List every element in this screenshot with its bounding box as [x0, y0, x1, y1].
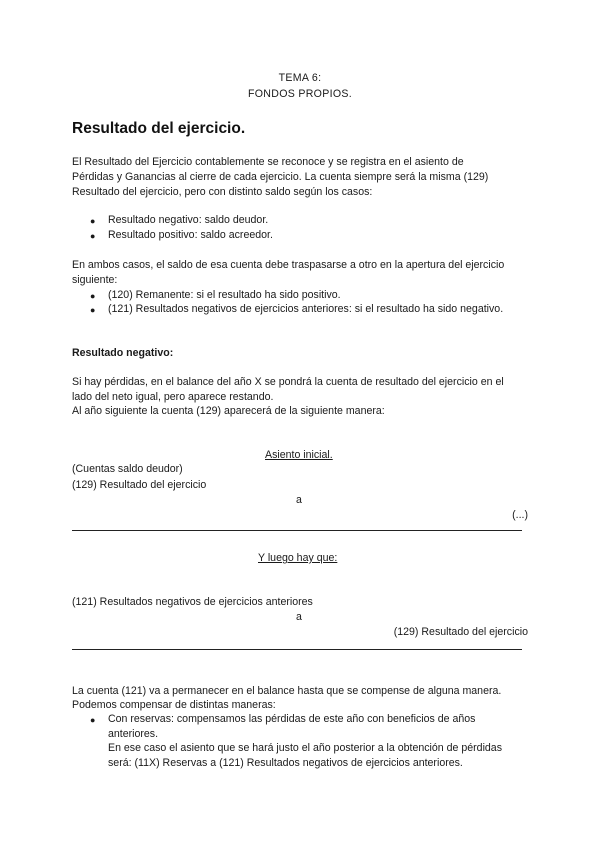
journal-credit-account: (129) Resultado del ejercicio	[393, 626, 528, 638]
bullet-icon: ●	[90, 291, 96, 301]
journal-connector: a	[296, 611, 302, 623]
bullet-icon: ●	[90, 305, 96, 315]
paragraph-line: Podemos compensar de distintas maneras:	[72, 699, 276, 711]
journal-connector: a	[296, 494, 302, 506]
intro-line: Pérdidas y Ganancias al cierre de cada ejercicio. La cuenta siempre será la misma (129)	[72, 171, 489, 183]
journal-debit-account: (129) Resultado del ejercicio	[72, 479, 207, 491]
section-title: Resultado del ejercicio.	[72, 120, 246, 137]
list-item: Resultado negativo: saldo deudor.	[108, 214, 269, 226]
list-item: (120) Remanente: si el resultado ha sido positivo.	[108, 289, 341, 301]
subsection-title: Resultado negativo:	[72, 347, 174, 359]
bullet-icon: ●	[90, 715, 96, 725]
paragraph-line: En ambos casos, el saldo de esa cuenta debe traspasarse a otro en la apertura del ejercicio	[72, 259, 505, 271]
journal-divider	[72, 530, 522, 531]
journal-debit-account: (121) Resultados negativos de ejercicios anteriores	[72, 596, 313, 608]
doc-header-subject: FONDOS PROPIOS.	[248, 88, 352, 100]
journal-entry-heading: Y luego hay que:	[258, 552, 338, 564]
intro-line: Resultado del ejercicio, pero con distinto saldo según los casos:	[72, 186, 373, 198]
paragraph-line: lado del neto igual, pero aparece restando.	[72, 391, 274, 403]
bullet-icon: ●	[90, 216, 96, 226]
paragraph-line: siguiente:	[72, 274, 118, 286]
journal-entry-line: (Cuentas saldo deudor)	[72, 463, 183, 475]
doc-header-topic: TEMA 6:	[278, 72, 322, 84]
list-item-continuation: anteriores.	[108, 728, 159, 740]
intro-line: El Resultado del Ejercicio contablemente se reconoce y se registra en el asiento de	[72, 156, 464, 168]
paragraph-line: La cuenta (121) va a permanecer en el balance hasta que se compense de alguna manera.	[72, 685, 502, 697]
paragraph-line: Si hay pérdidas, en el balance del año X se pondrá la cuenta de resultado del ejercicio en el	[72, 376, 504, 388]
journal-credit-ellipsis: (...)	[512, 509, 528, 521]
list-item-continuation: será: (11X) Reservas a (121) Resultados negativos de ejercicios anteriores.	[108, 757, 463, 769]
journal-entry-heading: Asiento inicial.	[265, 449, 333, 461]
list-item: (121) Resultados negativos de ejercicios anteriores: si el resultado ha sido negativo.	[108, 303, 504, 315]
paragraph-line: Al año siguiente la cuenta (129) aparecerá de la siguiente manera:	[72, 405, 385, 417]
journal-divider	[72, 649, 522, 650]
list-item-continuation: En ese caso el asiento que se hará justo el año posterior a la obtención de pérdidas	[108, 742, 502, 754]
bullet-icon: ●	[90, 231, 96, 241]
list-item: Resultado positivo: saldo acreedor.	[108, 229, 273, 241]
list-item: Con reservas: compensamos las pérdidas de este año con beneficios de años	[108, 713, 476, 725]
